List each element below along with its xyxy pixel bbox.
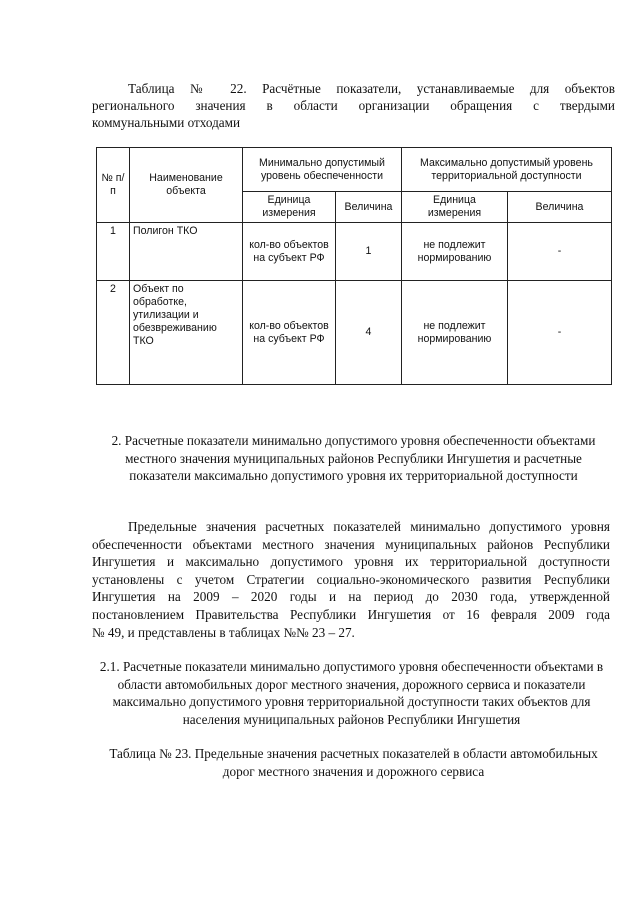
- section-2-1-heading: 2.1. Расчетные показатели минимально допустимого уровня обеспеченности объектами в области автомобильных дорог местного значения, дорожного сервиса и показатели максимально допустимого уровня территориальной доступности таких объектов для населения муниципальных районов Республики Ингушетия: [99, 659, 604, 727]
- header-value-2: Величина: [508, 192, 612, 223]
- header-value: Величина: [336, 192, 402, 223]
- header-max-group: Максимально допустимый уровень территориальной доступности: [402, 148, 612, 192]
- paragraph-line: Предельные значения расчетных показателей минимально допустимого уровня: [128, 519, 610, 534]
- paragraph-line: Ингушетия на 2009 – 2020 годы и на период до 2030 года, утвержденной: [92, 589, 610, 605]
- table-23-caption: Таблица № 23. Предельные значения расчетных показателей в области автомобильных дорог местного значения и дорожного сервиса: [109, 746, 598, 779]
- paragraph-line: Ингушетия и максимально допустимого уровня их территориальной доступности: [92, 554, 610, 570]
- table-header-row: [97, 148, 612, 192]
- header-min-group: Минимально допустимый уровень обеспеченности: [243, 148, 402, 192]
- cell-min-unit: кол-во объектов на субъект РФ: [243, 223, 336, 281]
- header-num: № п/п: [97, 148, 130, 223]
- cell-name: Объект по обработке, утилизации и обезвреживанию ТКО: [130, 281, 243, 385]
- cell-max-value: -: [508, 281, 612, 385]
- paragraph-line: № 49, и представлены в таблицах №№ 23 – 27.: [92, 624, 355, 640]
- cell-max-unit: не подлежит нормированию: [402, 223, 508, 281]
- caption-line: коммунальными отходами: [92, 115, 241, 130]
- header-name: Наименование объекта: [130, 148, 243, 223]
- table-22: [96, 147, 612, 385]
- table-row: [97, 281, 612, 385]
- paragraph-line: постановлением Правительства Республики Ингушетия от 16 февраля 2009 года: [92, 606, 610, 622]
- cell-max-value: -: [508, 223, 612, 281]
- header-unit-2: Единица измерения: [402, 192, 508, 223]
- table-22-caption: [92, 80, 615, 131]
- table-row: [97, 223, 612, 281]
- header-unit: Единица измерения: [243, 192, 336, 223]
- cell-min-value: 4: [336, 281, 402, 385]
- cell-num: 2: [97, 281, 130, 385]
- caption-line: регионального значения в области организации обращения с твердыми: [92, 98, 615, 113]
- paragraph-line: установлены с учетом Стратегии социально-экономического развития Республики: [92, 571, 610, 587]
- cell-min-unit: кол-во объектов на субъект РФ: [243, 281, 336, 385]
- cell-min-value: 1: [336, 223, 402, 281]
- section-2-heading: 2. Расчетные показатели минимально допустимого уровня обеспеченности объектами местного значения муниципальных районов Республики Ингушетия и расчетные показатели максимально допустимого уровня их территориальной доступности: [111, 433, 596, 483]
- paragraph-line: обеспеченности объектами местного значения муниципальных районов Республики: [92, 536, 610, 552]
- cell-max-unit: не подлежит нормированию: [402, 281, 508, 385]
- caption-line: Таблица № 22. Расчётные показатели, устанавливаемые для объектов: [128, 81, 615, 96]
- cell-num: 1: [97, 223, 130, 281]
- body-paragraph: [92, 518, 610, 641]
- cell-name: Полигон ТКО: [130, 223, 243, 281]
